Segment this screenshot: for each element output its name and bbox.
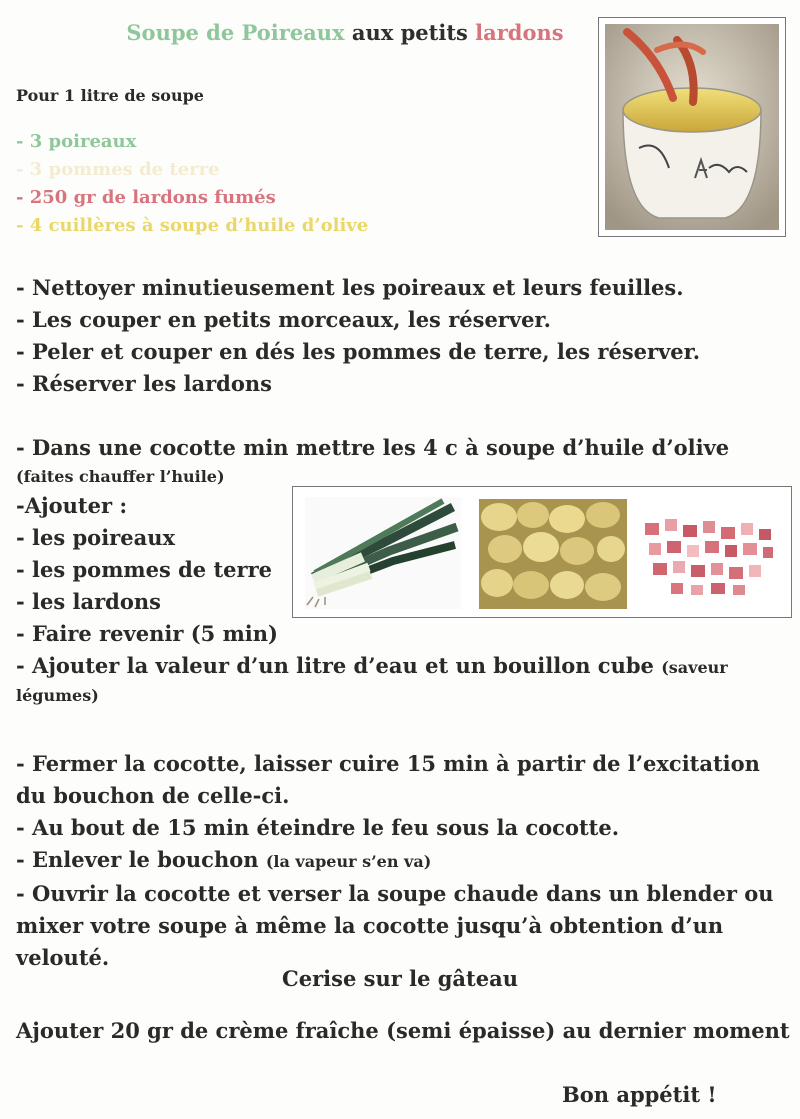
ingredient-item: - 3 pommes de terre [16,159,220,180]
title-part-bacon: lardons [475,20,564,45]
step-line: - Ouvrir la cocotte et verser la soupe chaude dans un blender ou [16,881,774,906]
title-part-middle: aux petits [344,20,476,45]
finishing-steps [16,748,773,974]
step-note: (la vapeur s’en va) [265,852,432,871]
potatoes-image [479,499,627,609]
step-note: (saveur [661,658,728,677]
cherry-heading: Cerise sur le gâteau [282,966,518,991]
step-main: - Ajouter la valeur d’un litre d’eau et un bouillon cube [16,653,662,678]
step-line [16,650,728,684]
water-step [16,650,728,708]
step-line: - Fermer la cocotte, laisser cuire 15 min à partir de l’excitation [16,751,760,776]
step-line: - Au bout de 15 min éteindre le feu sous la cocotte. [16,815,620,840]
step-line: - Nettoyer minutieusement les poireaux et leurs feuilles. [16,275,684,300]
step-line: - les lardons [16,589,161,614]
step-line: velouté. [16,945,110,970]
step-line: - Dans une cocotte min mettre les 4 c à soupe d’huile d’olive [16,435,730,460]
recipe-title [0,20,690,45]
step-note: (faites chauffer l’huile) [16,467,225,486]
ingredient-item: - 250 gr de lardons fumés [16,187,276,208]
step-line: - les pommes de terre [16,557,273,582]
ingredient-item: - 3 poireaux [16,131,137,152]
yield-subtitle: Pour 1 litre de soupe [16,86,204,105]
prep-steps [16,272,700,400]
step-line: -Ajouter : [16,493,128,518]
step-line: - Peler et couper en dés les pommes de terre, les réserver. [16,339,701,364]
step-line: du bouchon de celle-ci. [16,783,290,808]
leeks-image [305,497,461,609]
bacon-image [637,499,781,609]
closing-greeting: Bon appétit ! [562,1082,717,1107]
step-line: - les poireaux [16,525,175,550]
step-note: légumes) [16,686,99,705]
soup-photo [598,17,786,237]
step-line: - Faire revenir (5 min) [16,621,278,646]
step-line: - Réserver les lardons [16,371,272,396]
title-part-leeks: Soupe de Poireaux [126,20,345,45]
step-line: - Les couper en petits morceaux, les réserver. [16,307,551,332]
ingredient-item: - 4 cuillères à soupe d’huile d’olive [16,215,369,236]
step-main: - Enlever le bouchon [16,847,266,872]
step-line: mixer votre soupe à même la cocotte jusqu’à obtention d’un [16,913,724,938]
ingredient-list [16,128,368,240]
final-tip: Ajouter 20 gr de crème fraîche (semi épaisse) au dernier moment [16,1018,790,1043]
step-line [16,844,773,878]
ingredient-photos [292,486,792,618]
